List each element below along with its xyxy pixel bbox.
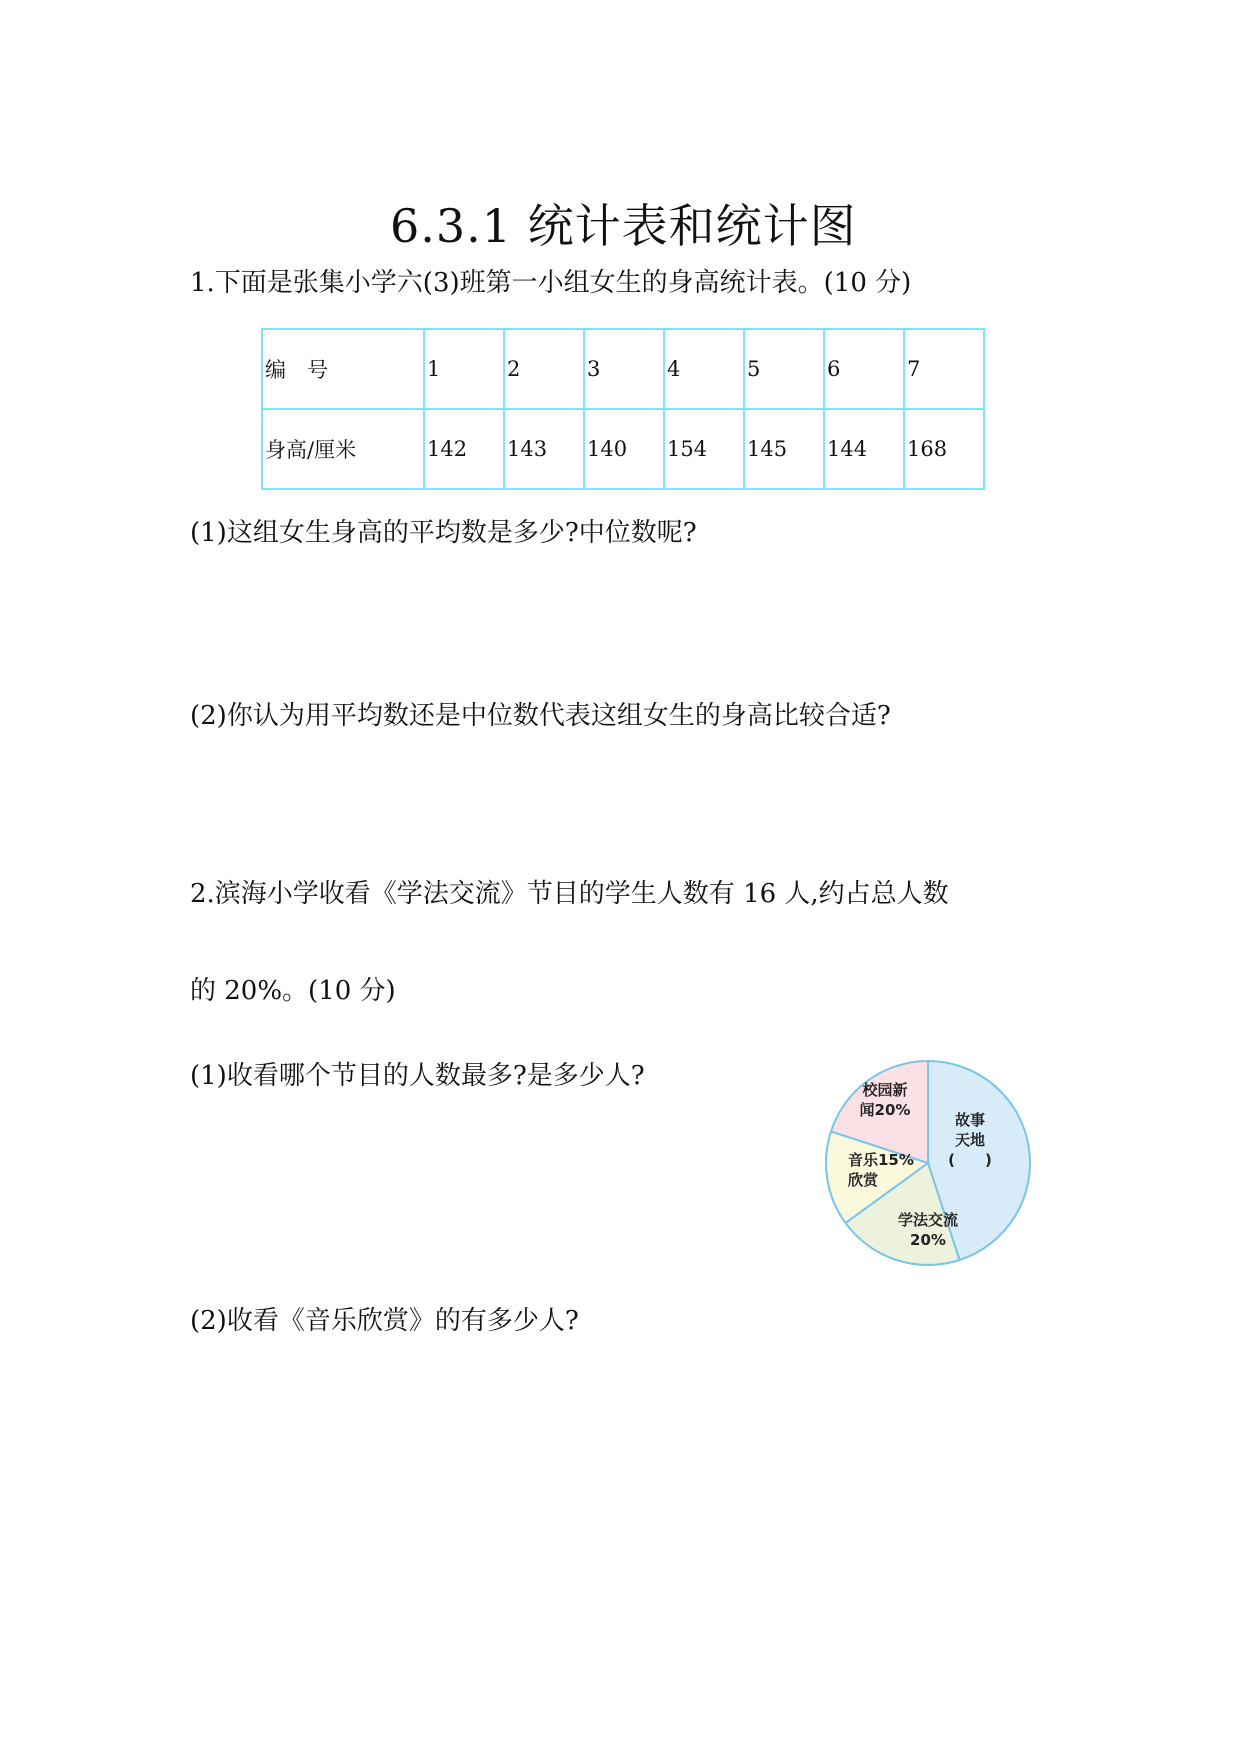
table-cell: 2	[504, 329, 584, 409]
height-table	[261, 328, 985, 490]
question-1-sub-2: (2)你认为用平均数还是中位数代表这组女生的身高比较合适?	[190, 701, 891, 731]
table-row	[262, 329, 984, 409]
page-title: 6.3.1 统计表和统计图	[390, 199, 857, 253]
row-header-number: 编 号	[262, 329, 424, 409]
question-1-sub-1: (1)这组女生身高的平均数是多少?中位数呢?	[190, 518, 697, 548]
question-1-stem: 1.下面是张集小学六(3)班第一小组女生的身高统计表。(10 分)	[190, 268, 912, 298]
table-cell: 143	[504, 409, 584, 489]
question-2-sub-1: (1)收看哪个节目的人数最多?是多少人?	[190, 1061, 645, 1091]
question-2-sub-2: (2)收看《音乐欣赏》的有多少人?	[190, 1306, 579, 1336]
table-cell: 4	[664, 329, 744, 409]
pie-slice-label: 故事天地( )	[948, 1111, 992, 1169]
table-cell: 5	[744, 329, 824, 409]
row-header-height: 身高/厘米	[262, 409, 424, 489]
table-cell: 168	[904, 409, 984, 489]
pie-slice-label: 校园新闻20%	[859, 1081, 911, 1119]
table-cell: 144	[824, 409, 904, 489]
table-cell: 1	[424, 329, 504, 409]
pie-slice-label: 学法交流 20%	[897, 1211, 959, 1249]
table-cell: 3	[584, 329, 664, 409]
pie-slice-label: 音乐15%欣赏	[848, 1151, 914, 1189]
table-cell: 142	[424, 409, 504, 489]
question-2-stem-line-2: 的 20%。(10 分)	[190, 976, 396, 1006]
program-pie-chart	[820, 1055, 1040, 1275]
table-cell: 140	[584, 409, 664, 489]
table-cell: 154	[664, 409, 744, 489]
table-cell: 145	[744, 409, 824, 489]
table-cell: 7	[904, 329, 984, 409]
question-2-stem-line-1: 2.滨海小学收看《学法交流》节目的学生人数有 16 人,约占总人数	[190, 879, 949, 909]
table-row	[262, 409, 984, 489]
table-cell: 6	[824, 329, 904, 409]
